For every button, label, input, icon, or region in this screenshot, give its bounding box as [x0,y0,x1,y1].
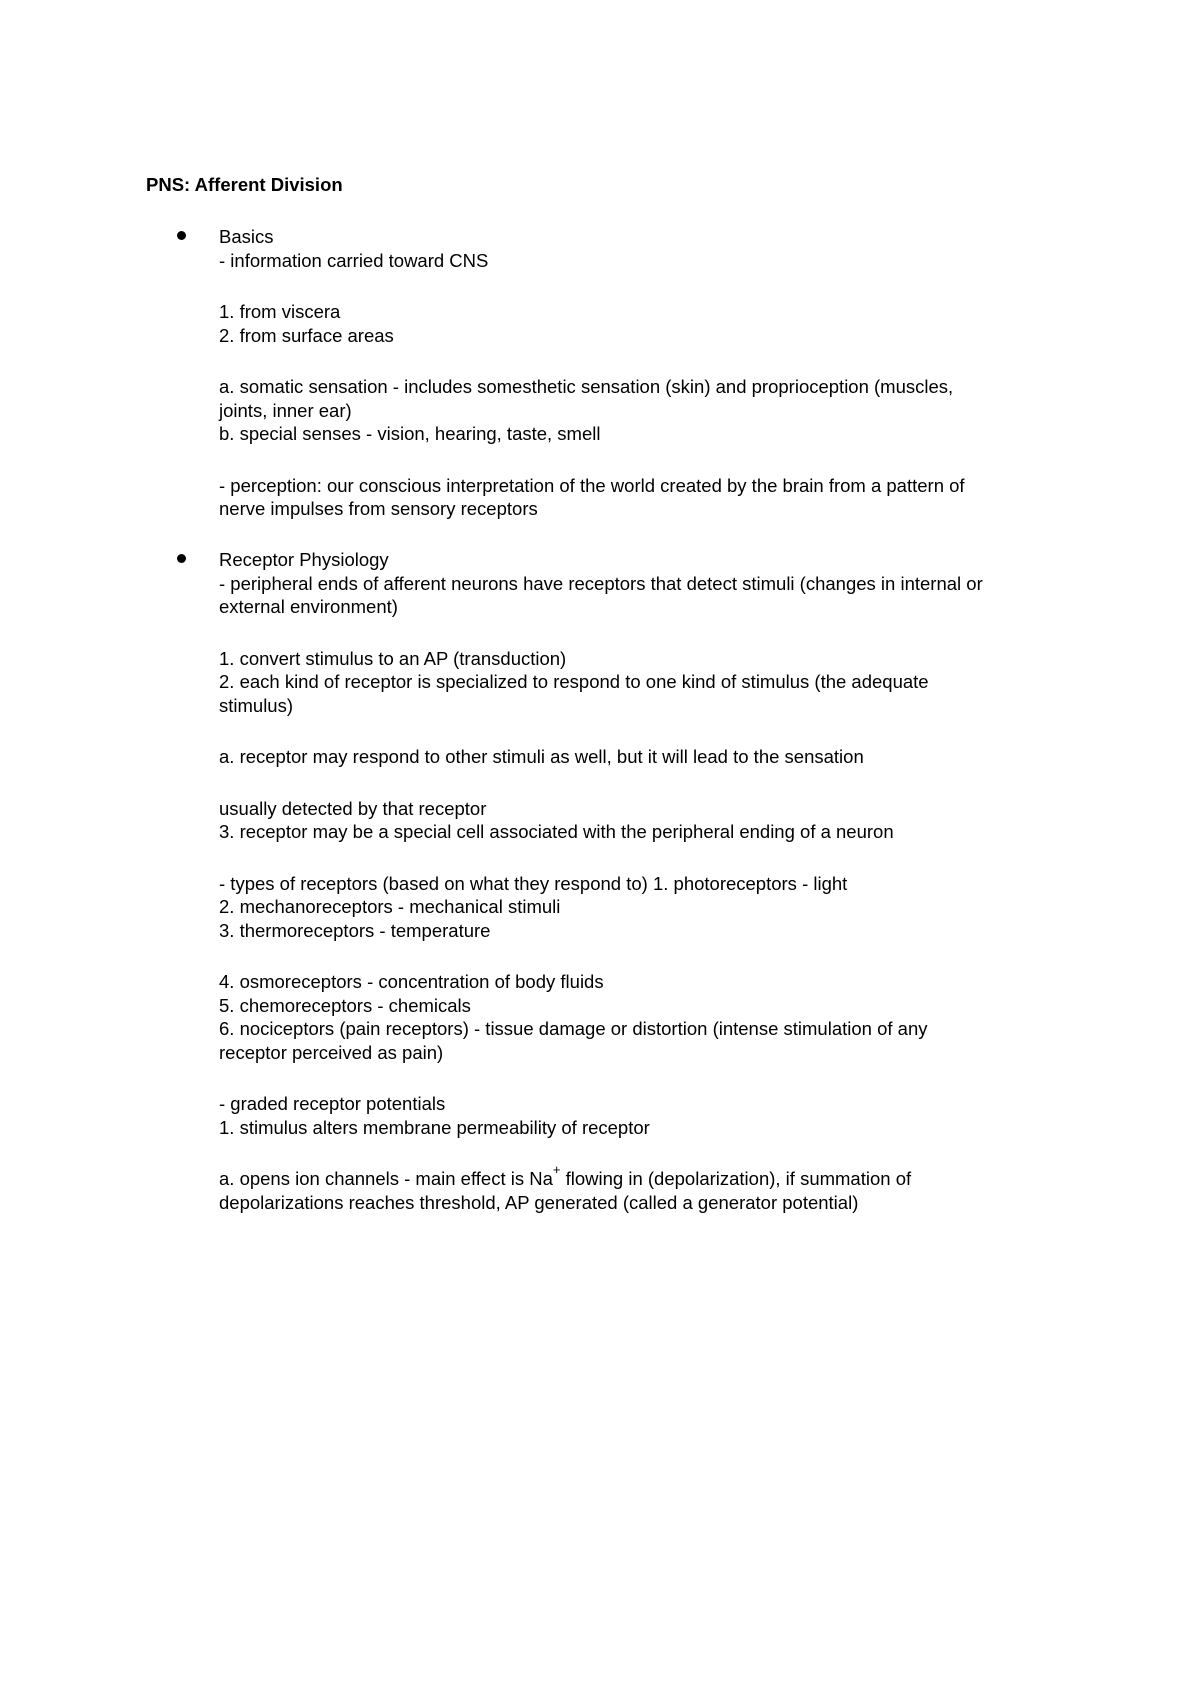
text-line: - peripheral ends of afferent neurons have receptors that detect stimuli (changes in internal or [219,572,983,594]
text-line: 2. mechanoreceptors - mechanical stimuli [219,896,561,917]
superscript-plus: + [552,1161,561,1177]
text-line: 1. convert stimulus to an AP (transduction) [219,647,567,669]
document-title: PNS: Afferent Division [146,174,343,195]
text-line: usually detected by that receptor [219,797,487,819]
text-fragment: a. opens ion channels - main effect is Na [219,1168,553,1189]
text-line: joints, inner ear) [219,399,352,421]
paragraph [219,375,1099,446]
bullet-icon [177,231,186,240]
text-line: receptor perceived as pain) [219,1041,444,1063]
text-line: 6. nociceptors (pain receptors) - tissue damage or distortion (intense stimulation of any [219,1018,928,1039]
text-line: a. receptor may respond to other stimuli as well, but it will lead to the sensation [219,746,864,767]
paragraph [219,872,1099,943]
text-line: - types of receptors (based on what they respond to) 1. photoreceptors - light [219,872,848,894]
paragraph [219,300,1099,347]
paragraph [219,548,1099,619]
text-line: 3. thermoreceptors - temperature [219,919,491,941]
paragraph [219,647,1099,718]
section-heading: Receptor Physiology [219,549,389,570]
text-line: 2. each kind of receptor is specialized to respond to one kind of stimulus (the adequate [219,671,929,692]
paragraph [219,225,1099,272]
paragraph [219,1161,1099,1214]
text-line: nerve impulses from sensory receptors [219,498,538,519]
text-line: external environment) [219,596,398,617]
text-line: 2. from surface areas [219,324,394,346]
paragraph [219,797,1099,844]
text-line: - graded receptor potentials [219,1093,446,1114]
section-basics [219,225,1099,521]
section-receptor-physiology [219,548,1099,1214]
text-line [219,1161,1099,1191]
text-line: b. special senses - vision, hearing, taste, smell [219,423,601,444]
text-fragment: flowing in (depolarization), if summation of [560,1168,912,1189]
paragraph [219,1092,1099,1139]
text-line: stimulus) [219,694,294,716]
text-line: 4. osmoreceptors - concentration of body fluids [219,971,604,992]
paragraph [219,474,1099,521]
text-line: 1. stimulus alters membrane permeability of receptor [219,1116,650,1138]
text-line: 5. chemoreceptors - chemicals [219,994,471,1016]
paragraph [219,970,1099,1064]
section-heading: Basics [219,226,274,247]
text-line: - perception: our conscious interpretation of the world created by the brain from a pattern of [219,474,965,496]
text-line: a. somatic sensation - includes somesthetic sensation (skin) and proprioception (muscles, [219,376,954,397]
text-line: 1. from viscera [219,301,341,322]
text-line: depolarizations reaches threshold, AP generated (called a generator potential) [219,1191,859,1213]
text-line: - information carried toward CNS [219,249,489,271]
paragraph [219,745,1099,769]
text-line: 3. receptor may be a special cell associated with the peripheral ending of a neuron [219,821,894,842]
bullet-icon [177,554,186,563]
